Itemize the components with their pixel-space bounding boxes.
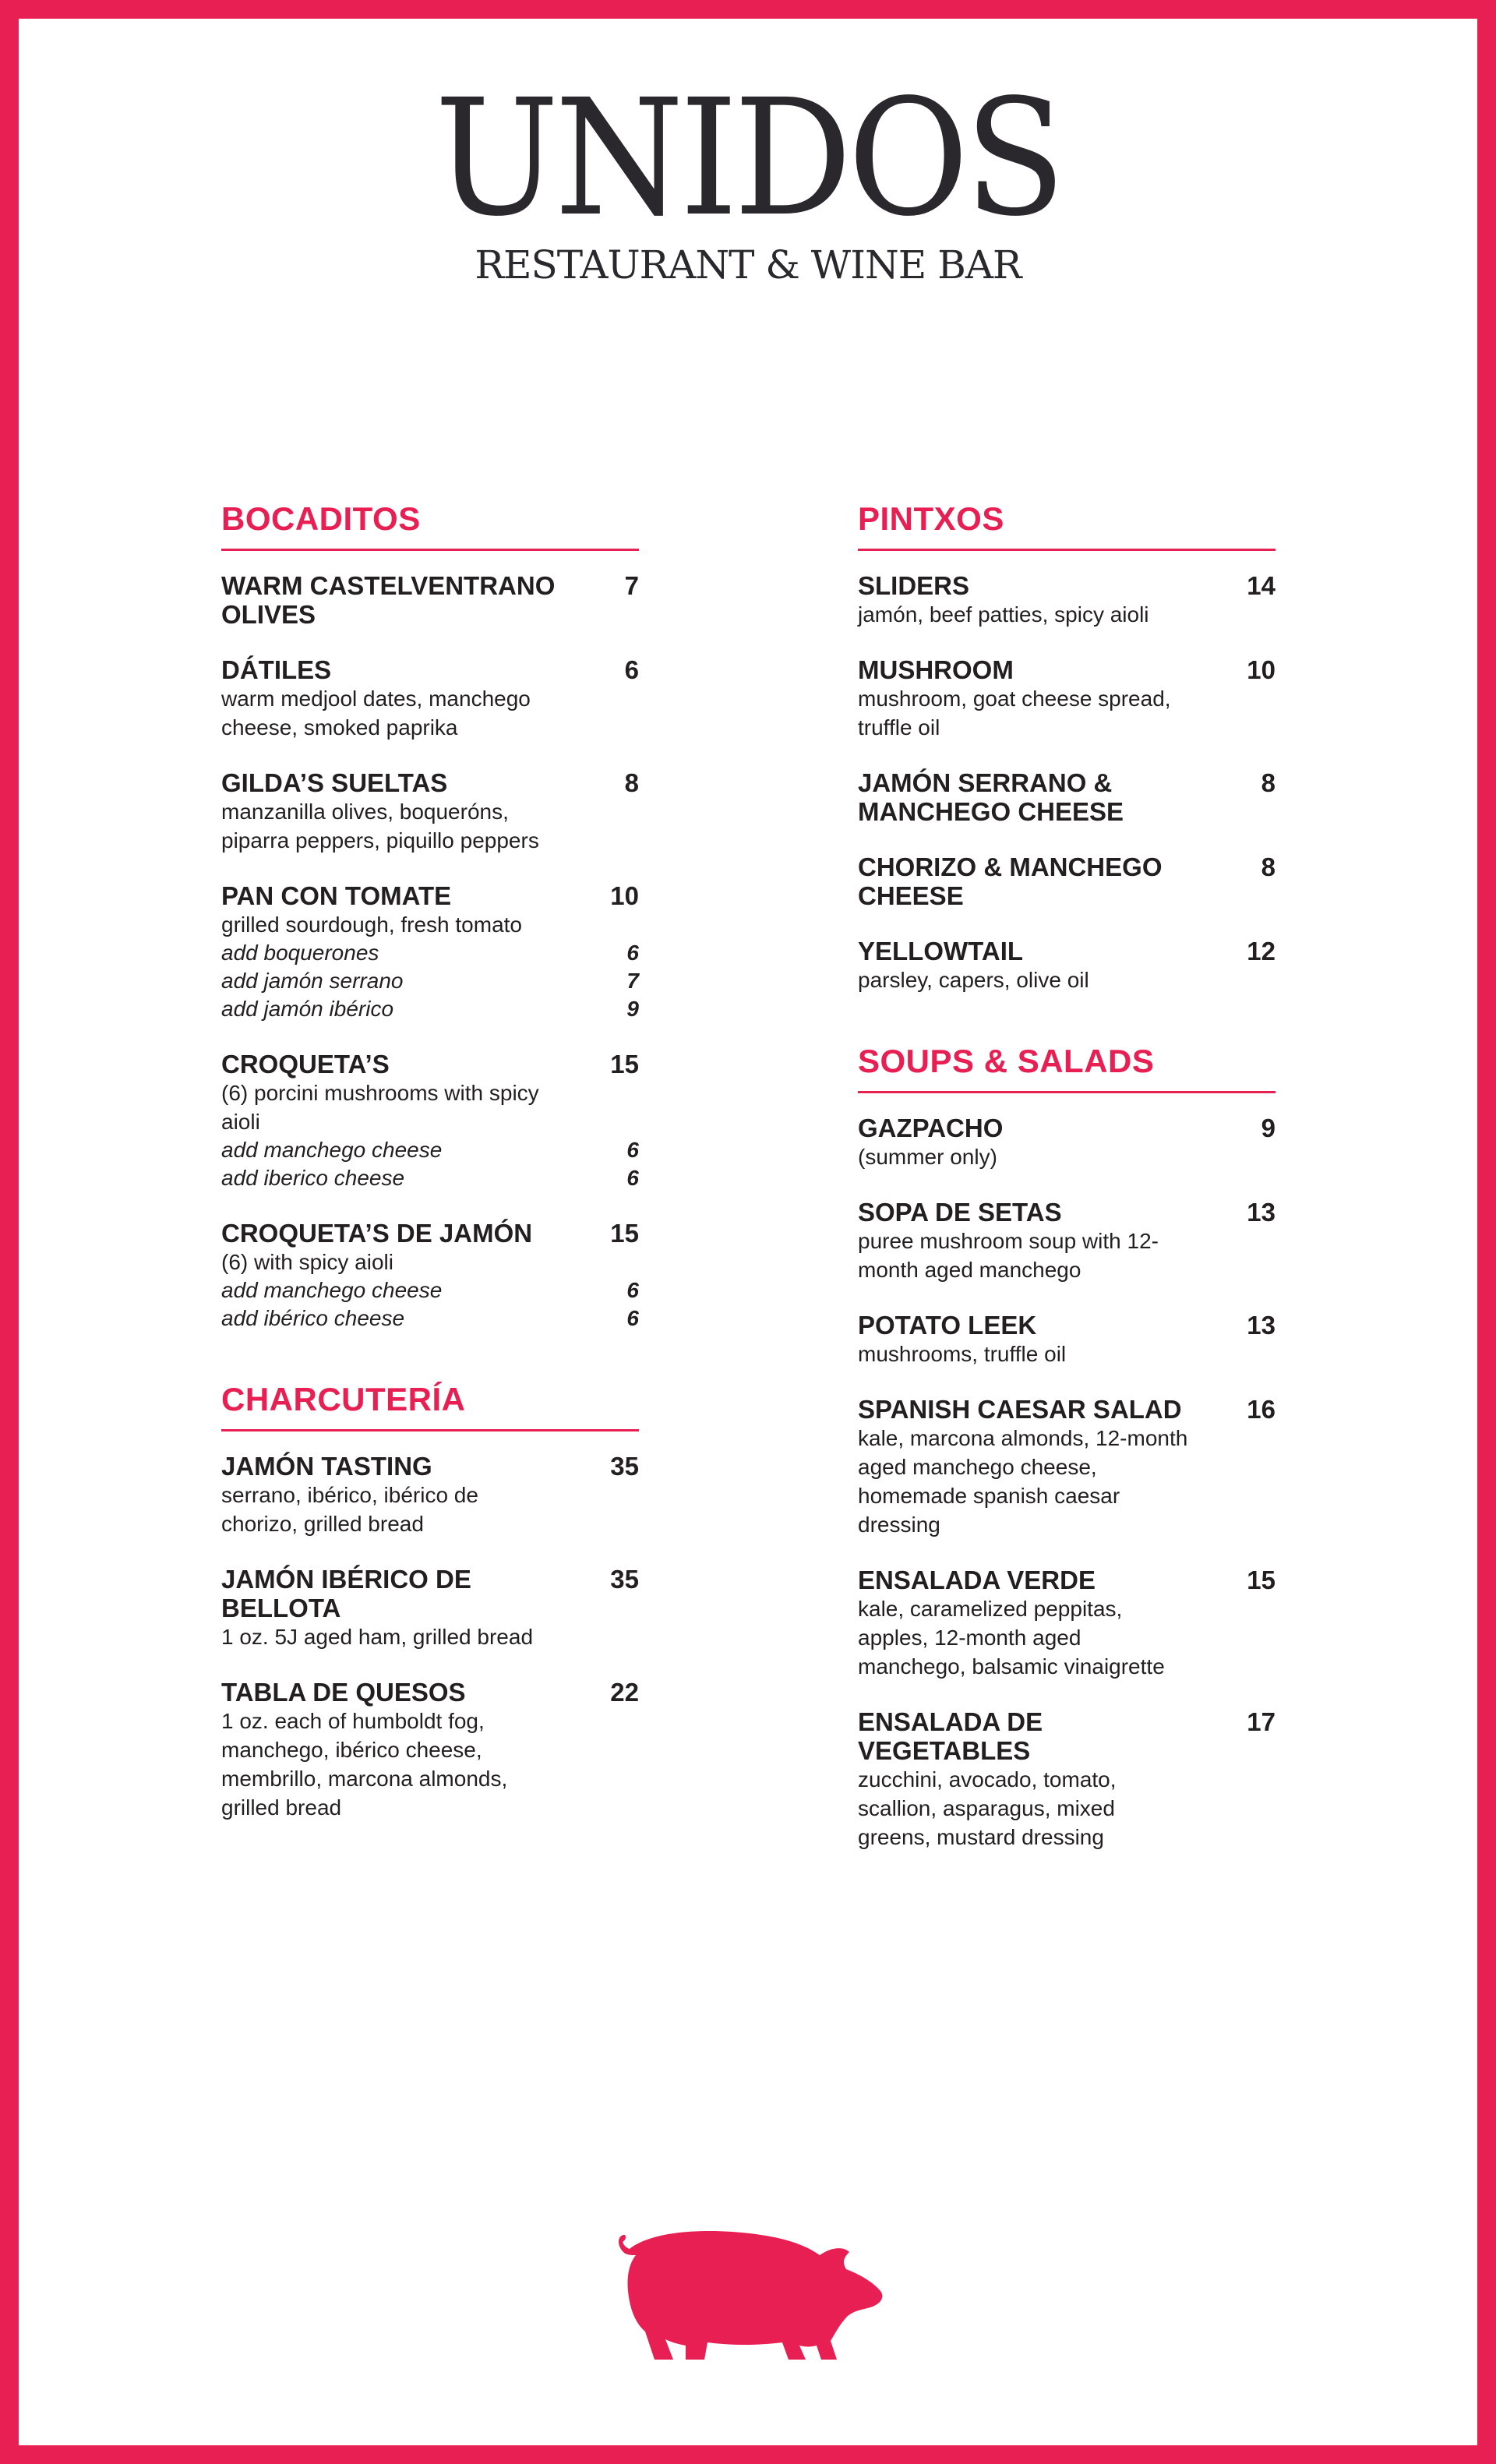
- menu-item-price: 22: [610, 1678, 639, 1707]
- menu-item-price: 15: [610, 1050, 639, 1078]
- section-title: CHARCUTERÍA: [221, 1379, 639, 1431]
- menu-item-price: 17: [1247, 1707, 1275, 1736]
- menu-item-name: SPANISH CAESAR SALAD: [858, 1395, 1182, 1424]
- menu-item-name: SOPA DE SETAS: [858, 1198, 1062, 1227]
- menu-item-description: 1 oz. 5J aged ham, grilled bread: [221, 1625, 534, 1649]
- menu-item-name: DÁTILES: [221, 655, 332, 684]
- menu-item-price: 13: [1247, 1311, 1275, 1340]
- menu-item: [221, 1452, 639, 1538]
- menu-item-name: JAMÓN IBÉRICO DE BELLOTA: [221, 1565, 471, 1622]
- addon-label: add ibérico cheese: [221, 1306, 405, 1330]
- menu-item-header: [221, 655, 639, 684]
- left-column: [221, 499, 639, 1869]
- section-charcuteria: [221, 1379, 639, 1822]
- addon-label: add jamón ibérico: [221, 997, 394, 1021]
- menu-item-description: serrano, ibérico, ibérico de chorizo, grilled bread: [221, 1483, 478, 1536]
- menu-item-name: CHORIZO & MANCHEGO CHEESE: [858, 853, 1163, 910]
- menu-item-price: 10: [610, 881, 639, 910]
- menu-item: [221, 1565, 639, 1651]
- menu-item-price: 8: [1261, 853, 1275, 881]
- menu-item: [858, 1198, 1275, 1284]
- menu-item-price: 7: [624, 571, 639, 600]
- menu-item-price: 9: [1261, 1114, 1275, 1142]
- menu-item-price: 6: [624, 655, 639, 684]
- menu-item-name: GAZPACHO: [858, 1114, 1004, 1142]
- menu-item-addon: [221, 995, 639, 1023]
- menu-item-description: manzanilla olives, boqueróns, piparra peppers, piquillo peppers: [221, 800, 539, 853]
- section-pintxos: [858, 499, 1275, 994]
- menu-item-name: CROQUETA’S DE JAMÓN: [221, 1219, 533, 1248]
- menu-item-header: [221, 881, 639, 910]
- menu-item: [858, 1114, 1275, 1171]
- menu-item-description: 1 oz. each of humboldt fog, manchego, ibérico cheese, membrillo, marcona almonds, grilled bread: [221, 1709, 508, 1820]
- section-title: SOUPS & SALADS: [858, 1041, 1275, 1093]
- menu-item-name: PAN CON TOMATE: [221, 881, 452, 910]
- menu-item-description: (summer only): [858, 1145, 997, 1169]
- menu-item-name: JAMÓN TASTING: [221, 1452, 432, 1481]
- menu-item-price: 13: [1247, 1198, 1275, 1227]
- menu-item-header: [221, 1452, 639, 1481]
- menu-item-header: [858, 1198, 1275, 1227]
- menu-item-header: [858, 1114, 1275, 1142]
- menu-item-name: WARM CASTELVENTRANO OLIVES: [221, 571, 556, 629]
- menu-item-description: jamón, beef patties, spicy aioli: [858, 602, 1149, 627]
- menu-item-description: kale, marcona almonds, 12-month aged manchego cheese, homemade spanish caesar dressing: [858, 1426, 1188, 1537]
- section-bocaditos: [221, 499, 639, 1333]
- menu-item-name: SLIDERS: [858, 571, 970, 600]
- addon-label: add iberico cheese: [221, 1166, 405, 1190]
- menu-item-addon: [221, 1136, 639, 1164]
- menu-item: [858, 937, 1275, 994]
- menu-item-description: parsley, capers, olive oil: [858, 968, 1089, 992]
- menu-item-description: puree mushroom soup with 12-month aged manchego: [858, 1229, 1159, 1282]
- menu-item: [221, 1219, 639, 1333]
- pig-icon: [616, 2229, 885, 2361]
- brand-header: [0, 65, 1496, 288]
- section-soups-salads: [858, 1041, 1275, 1852]
- menu-item-header: [858, 571, 1275, 600]
- addon-price: 9: [626, 997, 639, 1021]
- menu-item-name: CROQUETA’S: [221, 1050, 390, 1078]
- menu-item: [858, 1566, 1275, 1681]
- addon-label: add boquerones: [221, 941, 379, 965]
- menu-item: [221, 1050, 639, 1192]
- menu-item-price: 14: [1247, 571, 1275, 600]
- menu-item: [858, 1707, 1275, 1852]
- menu-item-header: [858, 937, 1275, 965]
- menu-item-header: [221, 768, 639, 797]
- menu-item-description: (6) porcini mushrooms with spicy aioli: [221, 1081, 539, 1134]
- menu-item-addon: [221, 967, 639, 995]
- menu-item-addon: [221, 939, 639, 967]
- menu-item: [221, 768, 639, 855]
- menu-item: [221, 881, 639, 1023]
- menu-item-price: 15: [610, 1219, 639, 1248]
- menu-item-name: MUSHROOM: [858, 655, 1014, 684]
- menu-item: [858, 655, 1275, 742]
- menu-item-description: warm medjool dates, manchego cheese, smoked paprika: [221, 687, 531, 740]
- menu-item-name: POTATO LEEK: [858, 1311, 1037, 1340]
- menu-item-description: kale, caramelized peppitas, apples, 12-month aged manchego, balsamic vinaigrette: [858, 1597, 1165, 1679]
- addon-label: add manchego cheese: [221, 1138, 443, 1162]
- menu-item-name: TABLA DE QUESOS: [221, 1678, 466, 1707]
- menu-item-name: YELLOWTAIL: [858, 937, 1024, 965]
- menu-item-header: [858, 1707, 1275, 1765]
- menu-item-price: 16: [1247, 1395, 1275, 1424]
- menu-item-addon: [221, 1164, 639, 1192]
- addon-price: 6: [626, 1306, 639, 1330]
- menu-item: [858, 768, 1275, 826]
- menu-item: [221, 655, 639, 742]
- menu-item-addon: [221, 1304, 639, 1333]
- menu-item-price: 12: [1247, 937, 1275, 965]
- menu-item-price: 8: [624, 768, 639, 797]
- menu-item-description: grilled sourdough, fresh tomato: [221, 913, 522, 937]
- addon-label: add manchego cheese: [221, 1278, 443, 1302]
- menu-item-header: [858, 655, 1275, 684]
- menu-item-price: 8: [1261, 768, 1275, 797]
- brand-name: UNIDOS: [434, 65, 1062, 252]
- menu-item-price: 10: [1247, 655, 1275, 684]
- addon-price: 6: [626, 1278, 639, 1302]
- menu-item: [858, 1395, 1275, 1539]
- menu-item-header: [221, 1678, 639, 1707]
- menu-item: [221, 1678, 639, 1822]
- menu-item-header: [858, 853, 1275, 910]
- section-title: BOCADITOS: [221, 499, 639, 551]
- right-column: [858, 499, 1275, 1898]
- menu-item-addon: [221, 1276, 639, 1304]
- menu-item-price: 15: [1247, 1566, 1275, 1594]
- menu-item-name: GILDA’S SUELTAS: [221, 768, 448, 797]
- menu-item-header: [221, 1565, 639, 1622]
- menu-item-header: [221, 1050, 639, 1078]
- addon-price: 6: [626, 1138, 639, 1162]
- brand-tagline: RESTAURANT & WINE BAR: [475, 242, 1021, 288]
- menu-item-header: [858, 768, 1275, 826]
- menu-item-description: (6) with spicy aioli: [221, 1250, 393, 1274]
- menu-item: [858, 1311, 1275, 1368]
- menu-item-description: zucchini, avocado, tomato, scallion, asparagus, mixed greens, mustard dressing: [858, 1767, 1117, 1849]
- menu-item-header: [858, 1566, 1275, 1594]
- addon-price: 7: [626, 969, 639, 993]
- addon-price: 6: [626, 941, 639, 965]
- menu-item-name: ENSALADA DE VEGETABLES: [858, 1707, 1043, 1765]
- menu-item-header: [221, 1219, 639, 1248]
- menu-item-description: mushrooms, truffle oil: [858, 1342, 1067, 1366]
- menu-item-name: JAMÓN SERRANO & MANCHEGO CHEESE: [858, 768, 1124, 826]
- menu-item-header: [221, 571, 639, 629]
- menu-item: [858, 853, 1275, 910]
- menu-item-name: ENSALADA VERDE: [858, 1566, 1096, 1594]
- menu-item-description: mushroom, goat cheese spread, truffle oil: [858, 687, 1171, 740]
- menu-item-header: [858, 1395, 1275, 1424]
- section-title: PINTXOS: [858, 499, 1275, 551]
- menu-item-header: [858, 1311, 1275, 1340]
- menu-item: [221, 571, 639, 629]
- addon-label: add jamón serrano: [221, 969, 404, 993]
- menu-item-price: 35: [610, 1565, 639, 1594]
- menu-item-price: 35: [610, 1452, 639, 1481]
- menu-item: [858, 571, 1275, 629]
- addon-price: 6: [626, 1166, 639, 1190]
